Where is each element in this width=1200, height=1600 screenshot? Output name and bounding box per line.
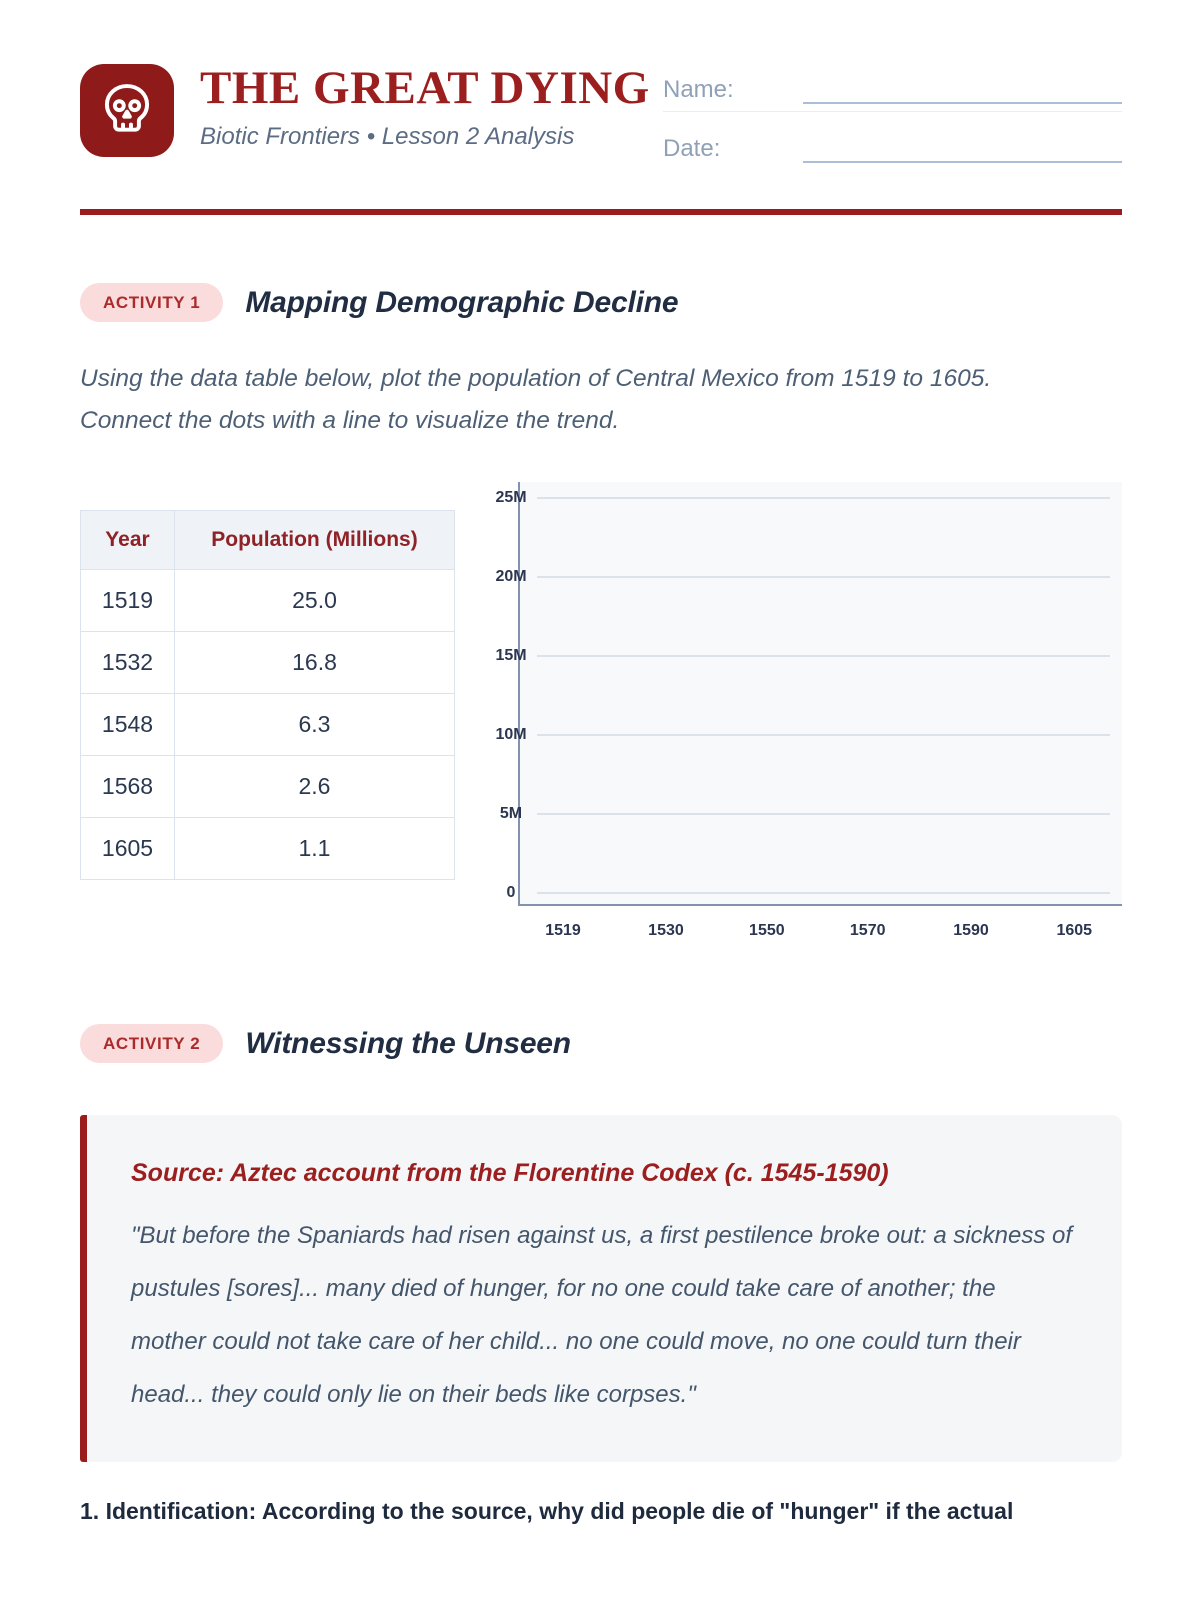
chart-gridline — [537, 576, 1110, 578]
question-1: 1. Identification: According to the source, why did people die of "hunger" if the actual — [80, 1498, 1014, 1525]
quote-source-heading: Source: Aztec account from the Florentine Codex (c. 1545-1590) — [131, 1159, 889, 1188]
name-field-row — [663, 76, 1122, 112]
x-axis-tick: 1530 — [648, 922, 684, 940]
table-row — [81, 694, 455, 756]
table-cell-year: 1532 — [81, 632, 175, 694]
x-axis-tick: 1570 — [849, 922, 886, 940]
activity1-content — [80, 489, 1122, 952]
table-row — [81, 632, 455, 694]
name-input-line[interactable] — [803, 78, 1122, 104]
date-input-line[interactable] — [803, 137, 1122, 163]
table-cell-population: 16.8 — [175, 632, 455, 694]
quote-text: "But before the Spaniards had risen against us, a first pestilence broke out: a sickness of pustules [sores]... many died of hunger, for no one could take care of another; the mother could not take care of her child... no one could move, no one could turn their head... they could only lie on their beds like corpses." — [131, 1222, 1073, 1409]
activity2-title: Witnessing the Unseen — [245, 1026, 571, 1060]
x-axis-tick: 1605 — [1056, 922, 1093, 940]
table-row — [81, 818, 455, 880]
activity2-badge: ACTIVITY 2 — [80, 1024, 223, 1063]
name-date-fields — [663, 64, 1122, 163]
quote-block — [80, 1115, 1122, 1462]
x-axis-tick: 1519 — [545, 922, 581, 940]
x-axis-tick: 1550 — [749, 922, 785, 940]
y-axis-tick: 0 — [506, 884, 516, 902]
activity2-header — [80, 1024, 1122, 1063]
table-row — [81, 570, 455, 632]
table-cell-population: 1.1 — [175, 818, 455, 880]
header-divider — [80, 209, 1122, 215]
activity1-badge: ACTIVITY 1 — [80, 283, 223, 322]
chart-gridline — [537, 655, 1110, 657]
header — [80, 64, 1122, 163]
page-subtitle: Biotic Frontiers • Lesson 2 Analysis — [200, 123, 575, 151]
name-label: Name: — [663, 76, 734, 103]
population-data-table — [80, 510, 455, 880]
activity1-title: Mapping Demographic Decline — [245, 285, 679, 319]
table-cell-population: 25.0 — [175, 570, 455, 632]
logo — [80, 64, 174, 157]
table-cell-population: 2.6 — [175, 756, 455, 818]
table-cell-year: 1568 — [81, 756, 175, 818]
title-block — [200, 62, 650, 151]
page-title: THE GREAT DYING — [200, 62, 650, 114]
table-header-population: Population (Millions) — [175, 511, 455, 570]
table-cell-year: 1519 — [81, 570, 175, 632]
date-field-row — [663, 135, 1122, 163]
activity1-header — [80, 283, 1122, 322]
chart-x-axis — [518, 906, 1122, 952]
chart-gridline — [537, 892, 1110, 894]
table-cell-year: 1605 — [81, 818, 175, 880]
table-cell-year: 1548 — [81, 694, 175, 756]
activity1-instructions: Using the data table below, plot the population of Central Mexico from 1519 to 1605. Connect the dots with a line to visualize the trend. — [80, 365, 992, 435]
y-axis-tick: 25M — [495, 489, 527, 507]
population-chart — [480, 482, 1122, 952]
chart-plot-area[interactable] — [495, 482, 1122, 906]
y-axis-tick: 15M — [495, 647, 527, 665]
y-axis-tick: 20M — [495, 568, 527, 586]
table-row — [81, 756, 455, 818]
y-axis-tick: 10M — [495, 726, 527, 744]
chart-gridline — [537, 497, 1110, 499]
x-axis-tick: 1590 — [953, 922, 989, 940]
chart-gridline — [537, 813, 1110, 815]
y-axis-tick: 5M — [499, 805, 523, 823]
date-label: Date: — [663, 135, 721, 162]
table-header-row — [81, 511, 455, 570]
table-header-year: Year — [81, 511, 175, 570]
table-cell-population: 6.3 — [175, 694, 455, 756]
skull-icon — [99, 80, 155, 141]
chart-gridline — [537, 734, 1110, 736]
